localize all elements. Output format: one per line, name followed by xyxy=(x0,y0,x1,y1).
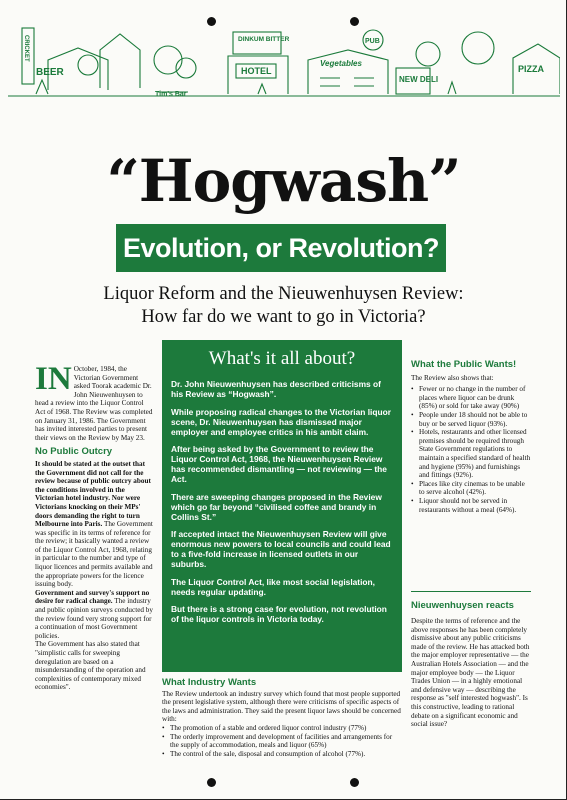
section-heading-what-industry-wants: What Industry Wants xyxy=(162,677,257,688)
what-industry-wants xyxy=(162,679,402,758)
paragraph xyxy=(35,460,153,589)
paragraph: Despite the terms of reference and the above responses he has been completely dismissive about any public criticisms made of the review. He has attacked both the major employer representative — the Australian Hotels Association — and the major employee body — the Liquor Trades Union — in a highly emotional and defensive way — describing the response as "self interested hogwash". Is this constructive, leading to rational debate on a significant economic and social issue? xyxy=(411,617,530,729)
list-item: • The control of the sale, disposal and consumption of alcohol (77%). xyxy=(162,750,402,759)
industry-list xyxy=(162,724,402,758)
subtitle-line: How far do we want to go in Victoria? xyxy=(141,307,426,327)
bold-text: Government and survey's support no desire for radical change. xyxy=(35,588,150,606)
divider xyxy=(411,591,531,592)
list-item: • Hotels, restaurants and other licensed premises should be required through State Government regulations to maintain a specified standard of health and hygiene (95%) and furnishings and fittings (92%). xyxy=(411,428,531,480)
sign-pizza: PIZZA xyxy=(518,64,544,74)
box-paragraph: But there is a strong case for evolution, not revolution of the liquor controls in Victoria today. xyxy=(171,604,387,624)
paragraph: The Review also shows that: xyxy=(411,373,494,382)
paragraph: The Government has also stated that "simplistic calls for sweeping deregulation are based on a misunderstanding of the operation and complexities of contemporary mixed economies". xyxy=(35,640,146,692)
list-item: • People under 18 should not be able to buy or be served liquor (93%). xyxy=(411,411,531,428)
drop-cap: IN xyxy=(35,361,72,397)
main-title: “Hogwash” xyxy=(106,147,461,215)
street-illustration xyxy=(8,20,560,102)
sign-cricket: CRICKET xyxy=(23,35,29,62)
sign-new-deli: NEW DELI xyxy=(399,75,439,84)
paragraph xyxy=(35,589,153,641)
intro-text: October, 1984, the Victorian Government asked Toorak academic Dr. John Nieuwenhuysen to head a review into the Liquor Control Act of 1968. The Review was completed on January 31, 1986. The Government has invited interested parties to present their views on the Review by May 23. xyxy=(35,365,153,442)
intro-column xyxy=(35,361,153,692)
subtitle xyxy=(40,283,527,329)
paragraph: The Review undertook an industry survey which found that most people supported the present legislative system, although there were criticisms of specific aspects of the laws and administration. They said the present liquor laws should be concerned with: xyxy=(162,689,401,724)
list-item: • The promotion of a stable and ordered liquor control industry (77%) xyxy=(162,724,402,733)
nieuwenhuysen-reacts xyxy=(411,600,531,729)
sign-vegetables: Vegetables xyxy=(320,59,362,68)
public-list xyxy=(411,385,531,514)
punch-hole xyxy=(350,778,359,787)
sign-pub: PUB xyxy=(365,38,380,45)
whats-it-all-about-box xyxy=(162,340,402,672)
section-heading-what-the-public-wants: What the Public Wants! xyxy=(411,359,517,370)
sign-tims-bar: Tim's Bar xyxy=(155,91,187,98)
sign-hotel: HOTEL xyxy=(241,66,272,76)
subtitle-line: Liquor Reform and the Nieuwenhuysen Review: xyxy=(103,284,464,304)
intro-paragraph xyxy=(35,361,153,442)
list-item: • Places like city cinemas to be unable to serve alcohol (42%). xyxy=(411,480,531,497)
streetscape-drawing xyxy=(8,20,560,102)
box-paragraph: If accepted intact the Nieuwenhuysen Review will give enormous new powers to local councils and could lead to a five-fold increase in licensed outlets in our suburbs. xyxy=(171,529,391,569)
body-text: The industry and public opinion surveys conducted by the review found very strong support for a continuation of most Government policies. xyxy=(35,597,153,640)
box-paragraph: After being asked by the Government to review the Liquor Control Act, 1968, the Nieuwenhuysen Review has recommended dismantling — not reviewing — the Act. xyxy=(171,444,387,484)
box-paragraph: The Liquor Control Act, like most social legislation, needs regular updating. xyxy=(171,576,375,597)
title-banner: Evolution, or Revolution? xyxy=(116,224,446,272)
list-item: • The orderly improvement and development of facilities and arrangements for the supply of accommodation, meals and liquor (65%) xyxy=(162,733,402,750)
list-item: • Liquor should not be served in restaurants without a meal (64%). xyxy=(411,497,531,514)
box-paragraph: Dr. John Nieuwenhuysen has described criticisms of his Review as “Hogwash”. xyxy=(171,379,381,399)
body-text: The Government was specific in its terms of reference for the review; it basically wanted a review of the Liquor Control Act, 1968, relating in particular to the number and type of liquor licences and permits available and the appropriate powers for the licence issuing body. xyxy=(35,520,153,589)
list-item: • Fewer or no change in the number of places where liquor can be drunk (85%) or sold for take away (90%) xyxy=(411,385,531,411)
what-the-public-wants xyxy=(411,361,531,514)
box-paragraph: There are sweeping changes proposed in the Review which go far beyond “civilised coffee and brandy in Collins St.” xyxy=(171,491,382,522)
punch-hole xyxy=(207,778,216,787)
box-heading: What's it all about? xyxy=(208,348,356,369)
bold-text: It should be stated at the outset that the Government did not call for the review because of public outcry about the conditions involved in the Victorian hotel industry. Nor were Victorians knocking on their MPs' doors demanding the right to turn Melbourne into Paris. xyxy=(35,459,151,529)
section-heading-nieuwenhuysen-reacts: Nieuwenhuysen reacts xyxy=(411,600,514,611)
box-paragraph: While proposing radical changes to the Victorian liquor scene, Dr. Nieuwenhuysen has dismissed major employer and employee critics in his ambit claim. xyxy=(171,406,391,437)
sign-beer: BEER xyxy=(36,67,64,78)
section-heading-no-public-outcry: No Public Outcry xyxy=(35,446,113,458)
sign-dinkum-bitter: DINKUM BITTER xyxy=(238,36,290,43)
